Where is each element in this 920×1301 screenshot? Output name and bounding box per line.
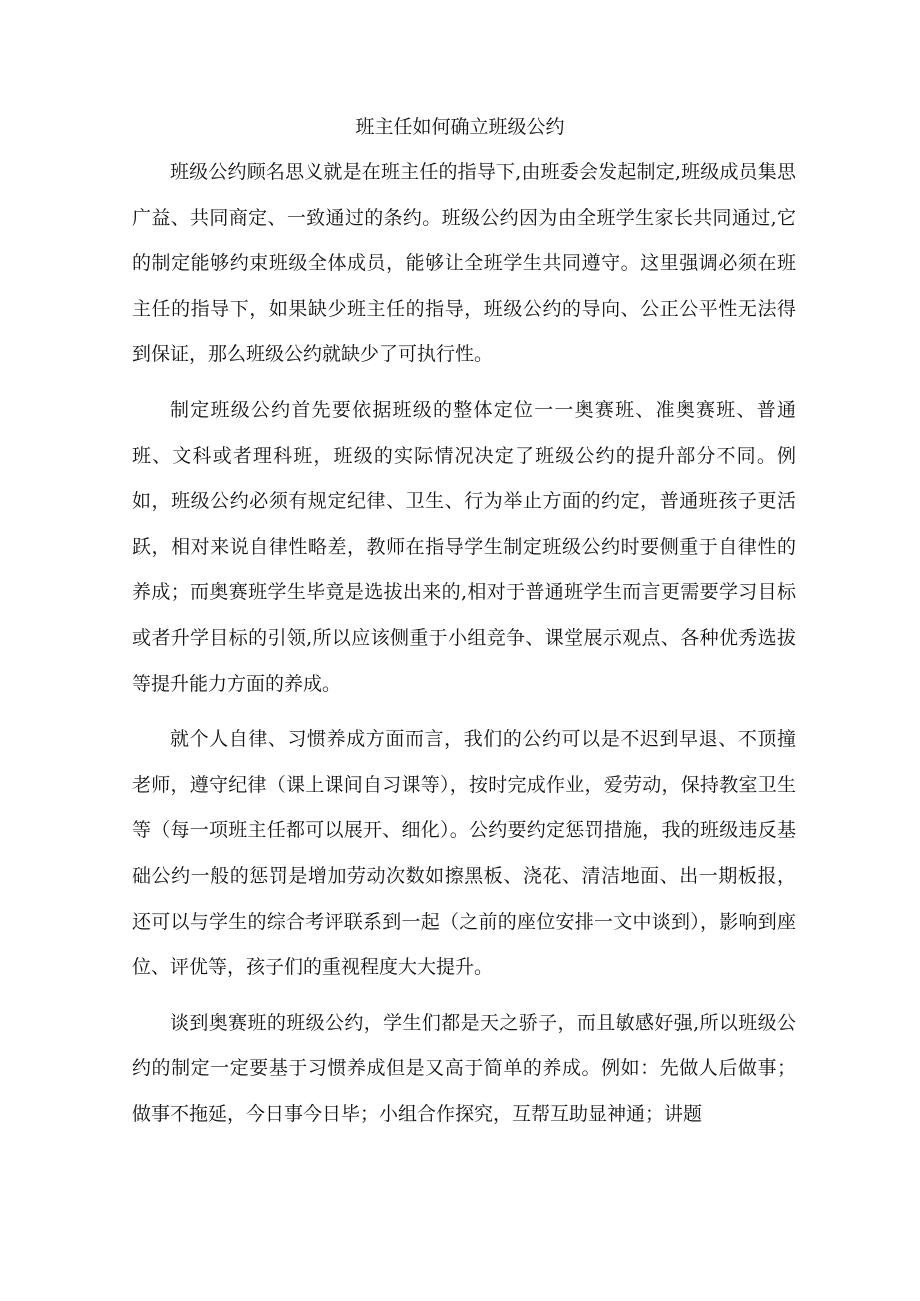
paragraph: 谈到奥赛班的班级公约，学生们都是天之骄子，而且敏感好强,所以班级公约的制定一定要基于习惯养成但是又高于简单的养成。例如：先做人后做事；做事不拖延，今日事今日毕；小组合作探究，互帮互助显神通；讲题 bbox=[132, 1011, 796, 1125]
paragraph: 就个人自律、习惯养成方面而言，我们的公约可以是不迟到早退、不顶撞老师，遵守纪律（课上课间自习课等），按时完成作业，爱劳动，保持教室卫生等（每一项班主任都可以展开、细化）。公约要约定惩罚措施，我的班级违反基础公约一般的惩罚是增加劳动次数如擦黑板、浇花、清洁地面、出一期板报，还可以与学生的综合考评联系到一起（之前的座位安排一文中谈到），影响到座位、评优等，孩子们的重视程度大大提升。 bbox=[132, 728, 796, 979]
paragraph: 制定班级公约首先要依据班级的整体定位一一奥赛班、准奥赛班、普通班、文科或者理科班，班级的实际情况决定了班级公约的提升部分不同。例如，班级公约必须有规定纪律、卫生、行为举止方面的约定，普通班孩子更活跃，相对来说自律性略差，教师在指导学生制定班级公约时要侧重于自律性的养成；而奥赛班学生毕竟是选拔出来的,相对于普通班学生而言更需要学习目标或者升学目标的引领,所以应该侧重于小组竞争、课堂展示观点、各种优秀选拔等提升能力方面的养成。 bbox=[132, 398, 796, 695]
document-title: 班主任如何确立班级公约 bbox=[355, 116, 565, 138]
document-body bbox=[132, 150, 796, 1147]
paragraph: 班级公约顾名思义就是在班主任的指导下,由班委会发起制定,班级成员集思广益、共同商定、一致通过的条约。班级公约因为由全班学生家长共同通过,它的制定能够约束班级全体成员，能够让全班学生共同遵守。这里强调必须在班主任的指导下，如果缺少班主任的指导，班级公约的导向、公正公平性无法得到保证，那么班级公约就缺少了可执行性。 bbox=[132, 161, 796, 366]
